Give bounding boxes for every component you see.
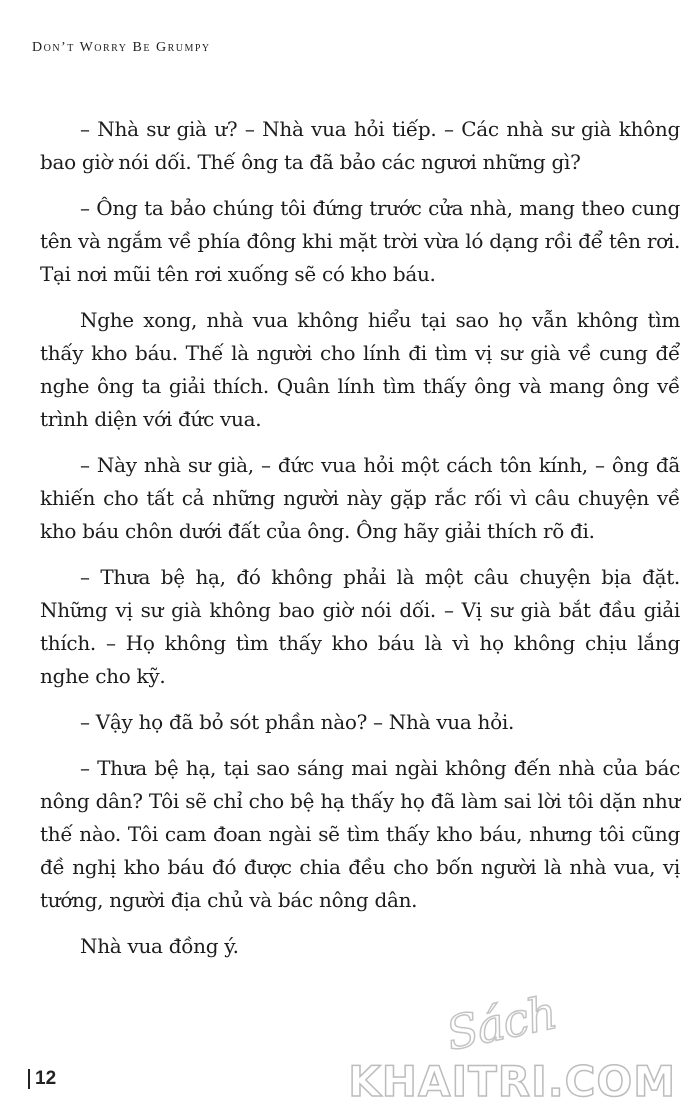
body-text — [40, 113, 680, 976]
paragraph: – Ông ta bảo chúng tôi đứng trước cửa nhà, mang theo cung tên và ngắm về phía đông khi mặt trời vừa ló dạng rồi để tên rơi. Tại nơi mũi tên rơi xuống sẽ có kho báu. — [40, 196, 680, 286]
page-number-value: 12 — [35, 1068, 57, 1089]
paragraph: – Vậy họ đã bỏ sót phần nào? – Nhà vua hỏi. — [80, 710, 515, 734]
paragraph: Nghe xong, nhà vua không hiểu tại sao họ vẫn không tìm thấy kho báu. Thế là người cho lính đi tìm vị sư già về cung để nghe ông ta giải thích. Quân lính tìm thấy ông và mang ông về trình diện với đức vua. — [40, 308, 680, 431]
watermark-logo — [348, 985, 676, 1106]
watermark-script-text: Sách — [441, 985, 561, 1061]
paragraph: – Này nhà sư già, – đức vua hỏi một cách tôn kính, – ông đã khiến cho tất cả những người này gặp rắc rối vì câu chuyện về kho báu chôn dưới đất của ông. Ông hãy giải thích rõ đi. — [40, 453, 680, 543]
page-number-rule — [28, 1069, 30, 1089]
paragraph: – Thưa bệ hạ, đó không phải là một câu chuyện bịa đặt. Những vị sư già không bao giờ nói dối. – Vị sư già bắt đầu giải thích. – Họ không tìm thấy kho báu là vì họ không chịu lắng nghe cho kỹ. — [40, 565, 680, 688]
watermark-brand-text: KHAITRI.COM — [348, 1057, 676, 1106]
paragraph: – Thưa bệ hạ, tại sao sáng mai ngài không đến nhà của bác nông dân? Tôi sẽ chỉ cho bệ hạ thấy họ đã làm sai lời tôi dặn như thế nào. Tôi cam đoan ngài sẽ tìm thấy kho báu, nhưng tôi cũng đề nghị kho báu đó được chia đều cho bốn người là nhà vua, vị tướng, người địa chủ và bác nông dân. — [40, 756, 680, 912]
running-header: Don’t Worry Be Grumpy — [32, 40, 211, 55]
paragraph: Nhà vua đồng ý. — [80, 934, 239, 958]
paragraph: – Nhà sư già ư? – Nhà vua hỏi tiếp. – Các nhà sư già không bao giờ nói dối. Thế ông ta đã bảo các ngươi những gì? — [40, 117, 680, 174]
page-number — [28, 1068, 56, 1090]
